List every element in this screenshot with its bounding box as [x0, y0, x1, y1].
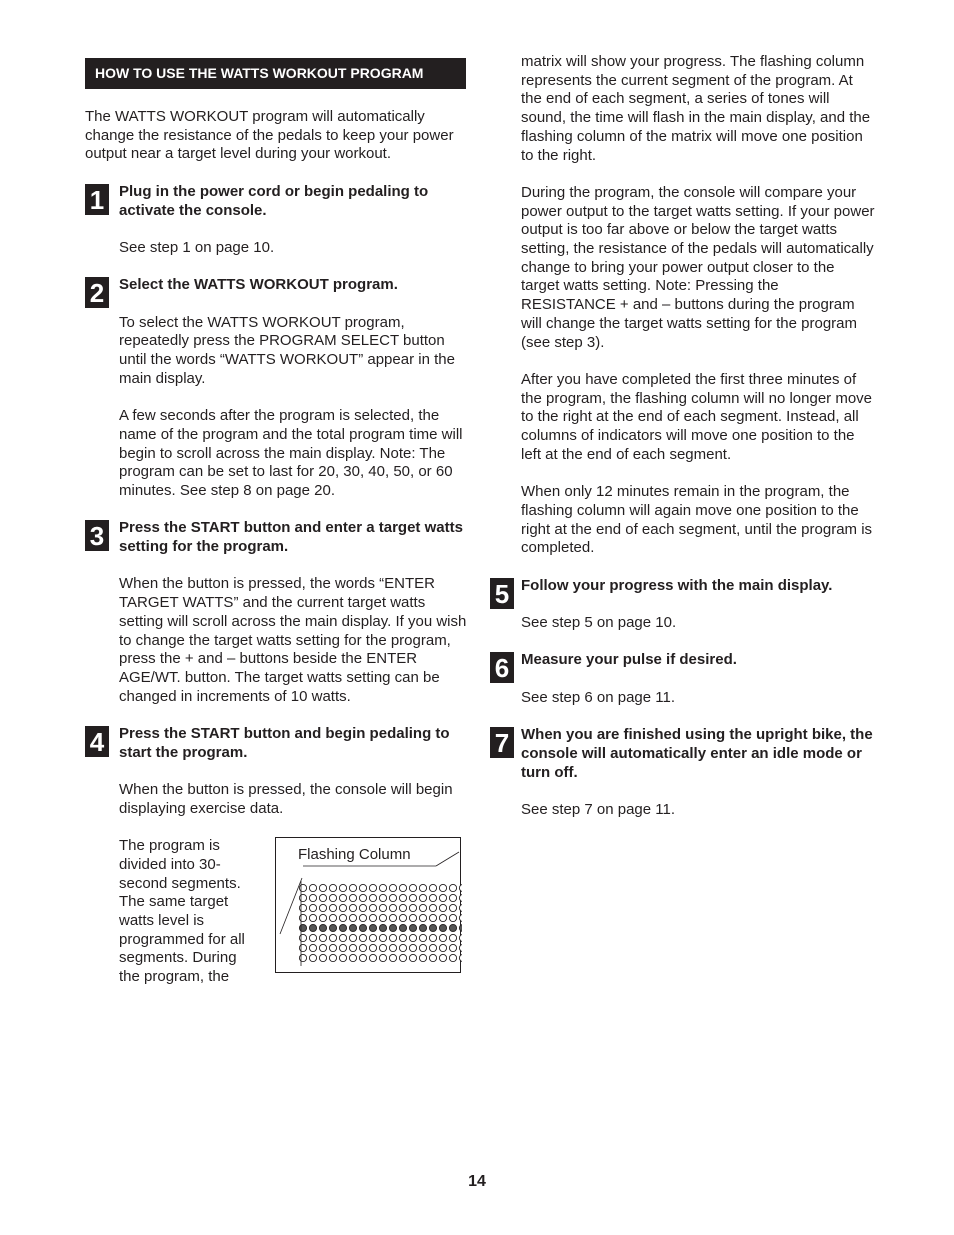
- matrix-indicator: [449, 895, 456, 902]
- matrix-indicator: [419, 905, 426, 912]
- matrix-indicator: [339, 905, 346, 912]
- matrix-indicator: [389, 935, 396, 942]
- step-body: See step 7 on page 11.: [521, 800, 676, 818]
- matrix-indicator: [429, 935, 436, 942]
- section-header: HOW TO USE THE WATTS WORKOUT PROGRAM: [85, 58, 466, 89]
- step-title: Measure your pulse if desired.: [521, 651, 737, 669]
- matrix-indicator: [439, 915, 446, 922]
- matrix-indicator: [359, 915, 366, 922]
- matrix-indicator: [359, 925, 366, 932]
- matrix-indicator: [429, 885, 436, 892]
- matrix-indicator: [339, 955, 346, 962]
- matrix-indicator: [329, 955, 336, 962]
- matrix-indicator: [459, 915, 462, 922]
- matrix-indicator: [419, 885, 426, 892]
- matrix-indicator: [449, 885, 456, 892]
- matrix-indicator: [409, 895, 416, 902]
- matrix-indicator: [369, 945, 376, 952]
- matrix-indicator: [299, 895, 306, 902]
- matrix-indicator: [299, 905, 306, 912]
- step-5: [490, 577, 875, 633]
- matrix-indicator: [439, 885, 446, 892]
- matrix-indicator: [419, 955, 426, 962]
- matrix-indicator: [339, 915, 346, 922]
- matrix-indicator: [349, 905, 356, 912]
- matrix-indicator: [329, 945, 336, 952]
- matrix-indicator: [409, 925, 416, 932]
- step-number: 1: [85, 184, 109, 215]
- matrix-indicator: [309, 905, 316, 912]
- matrix-indicator: [429, 915, 436, 922]
- matrix-indicator: [329, 915, 336, 922]
- matrix-indicator: [369, 955, 376, 962]
- matrix-indicator: [399, 885, 406, 892]
- matrix-indicator: [319, 915, 326, 922]
- matrix-indicator: [349, 935, 356, 942]
- step-body: A few seconds after the program is selected, the name of the program and the total program time will begin to scroll across the main display. Note: The program can be set to last for 20, 30, 40, 50, or 60 minutes. See step 8 on page 20.: [119, 407, 463, 499]
- matrix-indicator: [379, 945, 386, 952]
- matrix-indicator: [349, 895, 356, 902]
- matrix-indicator: [359, 885, 366, 892]
- matrix-indicator: [369, 895, 376, 902]
- matrix-indicator: [379, 955, 386, 962]
- matrix-indicator: [409, 945, 416, 952]
- matrix-indicator: [359, 935, 366, 942]
- step-title: Select the WATTS WORKOUT program.: [119, 276, 398, 294]
- matrix-indicator: [409, 905, 416, 912]
- matrix-indicator: [429, 925, 436, 932]
- matrix-indicator: [439, 925, 446, 932]
- left-column: [85, 58, 470, 987]
- matrix-indicator: [319, 895, 326, 902]
- step-body: The program is divided into 30-second segments. The same target watts level is programmed for all segments. During the program, the: [119, 837, 245, 986]
- step-number: 5: [490, 578, 514, 609]
- step-title: Follow your progress with the main display.: [521, 576, 833, 594]
- matrix-indicator: [339, 925, 346, 932]
- step-1: [85, 183, 470, 258]
- step-title: When you are finished using the upright bike, the console will automatically enter an idle mode or turn off.: [521, 726, 873, 781]
- matrix-indicator: [449, 935, 456, 942]
- matrix-indicator: [439, 935, 446, 942]
- matrix-indicator: [359, 955, 366, 962]
- matrix-indicator: [349, 885, 356, 892]
- matrix-indicator: [419, 935, 426, 942]
- matrix-indicator: [349, 955, 356, 962]
- matrix-indicator: [329, 895, 336, 902]
- matrix-indicator: [309, 935, 316, 942]
- matrix-indicator: [309, 925, 316, 932]
- matrix-indicator: [439, 905, 446, 912]
- matrix-indicator: [369, 885, 376, 892]
- matrix-indicator: [429, 945, 436, 952]
- matrix-indicator: [379, 895, 386, 902]
- matrix-indicator: [379, 915, 386, 922]
- matrix-indicator: [319, 925, 326, 932]
- matrix-indicator: [299, 925, 306, 932]
- matrix-indicator: [399, 945, 406, 952]
- matrix-indicator: [369, 905, 376, 912]
- matrix-indicator: [309, 955, 316, 962]
- matrix-indicator: [459, 925, 462, 932]
- matrix-indicator: [449, 945, 456, 952]
- step-4: [85, 725, 470, 819]
- matrix-indicator: [439, 895, 446, 902]
- matrix-indicator: [419, 915, 426, 922]
- step-body: See step 5 on page 10.: [521, 614, 677, 632]
- matrix-indicator: [389, 945, 396, 952]
- matrix-indicator: [329, 935, 336, 942]
- matrix-indicator: [369, 935, 376, 942]
- matrix-indicator: [449, 915, 456, 922]
- matrix-indicator: [449, 955, 456, 962]
- matrix-indicator: [359, 895, 366, 902]
- matrix-indicator: [459, 905, 462, 912]
- step-7: [490, 726, 875, 820]
- matrix-indicator: [309, 885, 316, 892]
- matrix-indicator: [389, 925, 396, 932]
- matrix-indicator: [409, 885, 416, 892]
- matrix-indicator: [319, 955, 326, 962]
- step-2: [85, 276, 470, 500]
- matrix-indicator: [319, 935, 326, 942]
- matrix-indicator: [389, 955, 396, 962]
- matrix-indicator: [329, 905, 336, 912]
- figure-label: Flashing Column: [298, 846, 411, 864]
- matrix-indicator: [399, 935, 406, 942]
- matrix-indicator: [329, 925, 336, 932]
- matrix-indicator: [339, 935, 346, 942]
- matrix-indicator: [379, 905, 386, 912]
- callout-leader-line: [436, 852, 459, 866]
- matrix-indicator: [389, 885, 396, 892]
- matrix-indicator: [339, 895, 346, 902]
- matrix-indicator: [449, 925, 456, 932]
- matrix-indicator: [399, 905, 406, 912]
- matrix-indicator: [309, 945, 316, 952]
- matrix-indicator: [449, 905, 456, 912]
- step-number: 2: [85, 277, 109, 308]
- step-number: 3: [85, 520, 109, 551]
- matrix-indicator: [319, 945, 326, 952]
- matrix-indicator: [459, 955, 462, 962]
- matrix-indicator: [359, 905, 366, 912]
- step-number: 7: [490, 727, 514, 758]
- matrix-indicator: [429, 955, 436, 962]
- matrix-indicator: [309, 895, 316, 902]
- matrix-indicator: [349, 915, 356, 922]
- matrix-indicator: [329, 885, 336, 892]
- matrix-indicator: [379, 935, 386, 942]
- matrix-indicator: [299, 955, 306, 962]
- step-title: Plug in the power cord or begin pedaling to activate the console.: [119, 182, 429, 219]
- matrix-indicator: [299, 935, 306, 942]
- matrix-indicator: [399, 955, 406, 962]
- matrix-indicator: [299, 915, 306, 922]
- matrix-indicator: [439, 955, 446, 962]
- matrix-indicator: [349, 925, 356, 932]
- step-body: See step 1 on page 10.: [119, 238, 275, 256]
- matrix-indicator: [299, 885, 306, 892]
- matrix-indicator: [399, 895, 406, 902]
- matrix-indicator: [339, 885, 346, 892]
- callout-leader-line: [280, 878, 302, 934]
- step-number: 6: [490, 652, 514, 683]
- right-column: [490, 53, 875, 820]
- step-body: matrix will show your progress. The flashing column represents the current segment of the program. At the end of each segment, a series of tones will sound, the time will flash in the main display, and the flashing column of the matrix will move one position to the right.: [521, 53, 871, 164]
- matrix-indicator: [339, 945, 346, 952]
- matrix-indicator: [399, 915, 406, 922]
- matrix-indicator: [459, 945, 462, 952]
- matrix-indicator: [379, 885, 386, 892]
- step-title: Press the START button and begin pedaling to start the program.: [119, 725, 450, 761]
- matrix-indicator: [459, 935, 462, 942]
- step-number: 4: [85, 726, 109, 757]
- step-body: After you have completed the first three minutes of the program, the flashing column will no longer move to the right at the end of each segment. Instead, all columns of indicators will move one position to the left at the end of each segment.: [521, 370, 873, 463]
- matrix-indicator: [399, 925, 406, 932]
- matrix-indicator: [389, 915, 396, 922]
- page-number: 14: [468, 1173, 486, 1190]
- matrix-indicator: [319, 905, 326, 912]
- matrix-indicator: [419, 895, 426, 902]
- step-title: Press the START button and enter a target watts setting for the program.: [119, 519, 463, 556]
- matrix-indicator: [429, 895, 436, 902]
- matrix-indicator: [359, 945, 366, 952]
- intro-paragraph: The WATTS WORKOUT program will automatically change the resistance of the pedals to keep your power output near a target level during your workout.: [85, 108, 454, 163]
- matrix-indicator: [389, 895, 396, 902]
- step-body: When the button is pressed, the console will begin displaying exercise data.: [119, 781, 453, 817]
- matrix-indicator: [429, 905, 436, 912]
- figure-row: [85, 837, 470, 987]
- step-6: [490, 651, 875, 707]
- matrix-indicator: [309, 915, 316, 922]
- matrix-indicator: [419, 925, 426, 932]
- matrix-indicator: [389, 905, 396, 912]
- step-body: When the button is pressed, the words “ENTER TARGET WATTS” and the current target watts setting will scroll across the main display. If you wish to change the target watts setting for the program, press the + and – buttons beside the ENTER AGE/WT. button. The target watts setting can be changed in increments of 10 watts.: [119, 575, 467, 705]
- matrix-figure: [275, 837, 461, 973]
- matrix-indicator: [409, 915, 416, 922]
- step-body: See step 6 on page 11.: [521, 688, 676, 706]
- step-body: To select the WATTS WORKOUT program, repeatedly press the PROGRAM SELECT button until the words “WATTS WORKOUT” appear in the main display.: [119, 313, 455, 387]
- step-body: When only 12 minutes remain in the program, the flashing column will again move one position to the right at the end of each segment, until the program is completed.: [521, 483, 873, 557]
- matrix-indicator: [319, 885, 326, 892]
- matrix-indicator: [439, 945, 446, 952]
- matrix-indicator: [369, 925, 376, 932]
- matrix-indicator: [409, 935, 416, 942]
- matrix-indicator: [349, 945, 356, 952]
- step-body: During the program, the console will compare your power output to the target watts setting. If your power output is too far above or below the target watts setting, the resistance of the pedals will automatically change to bring your power output closer to the target watts setting. Note: Pressing the RESISTANCE + and – buttons during the program will change the target watts setting for the program (see step 3).: [521, 183, 875, 351]
- matrix-indicator: [379, 925, 386, 932]
- matrix-indicator: [299, 945, 306, 952]
- matrix-indicator: [409, 955, 416, 962]
- step-3: [85, 519, 470, 706]
- matrix-indicator: [459, 885, 462, 892]
- matrix-indicator: [459, 895, 462, 902]
- matrix-indicator: [369, 915, 376, 922]
- matrix-indicator: [419, 945, 426, 952]
